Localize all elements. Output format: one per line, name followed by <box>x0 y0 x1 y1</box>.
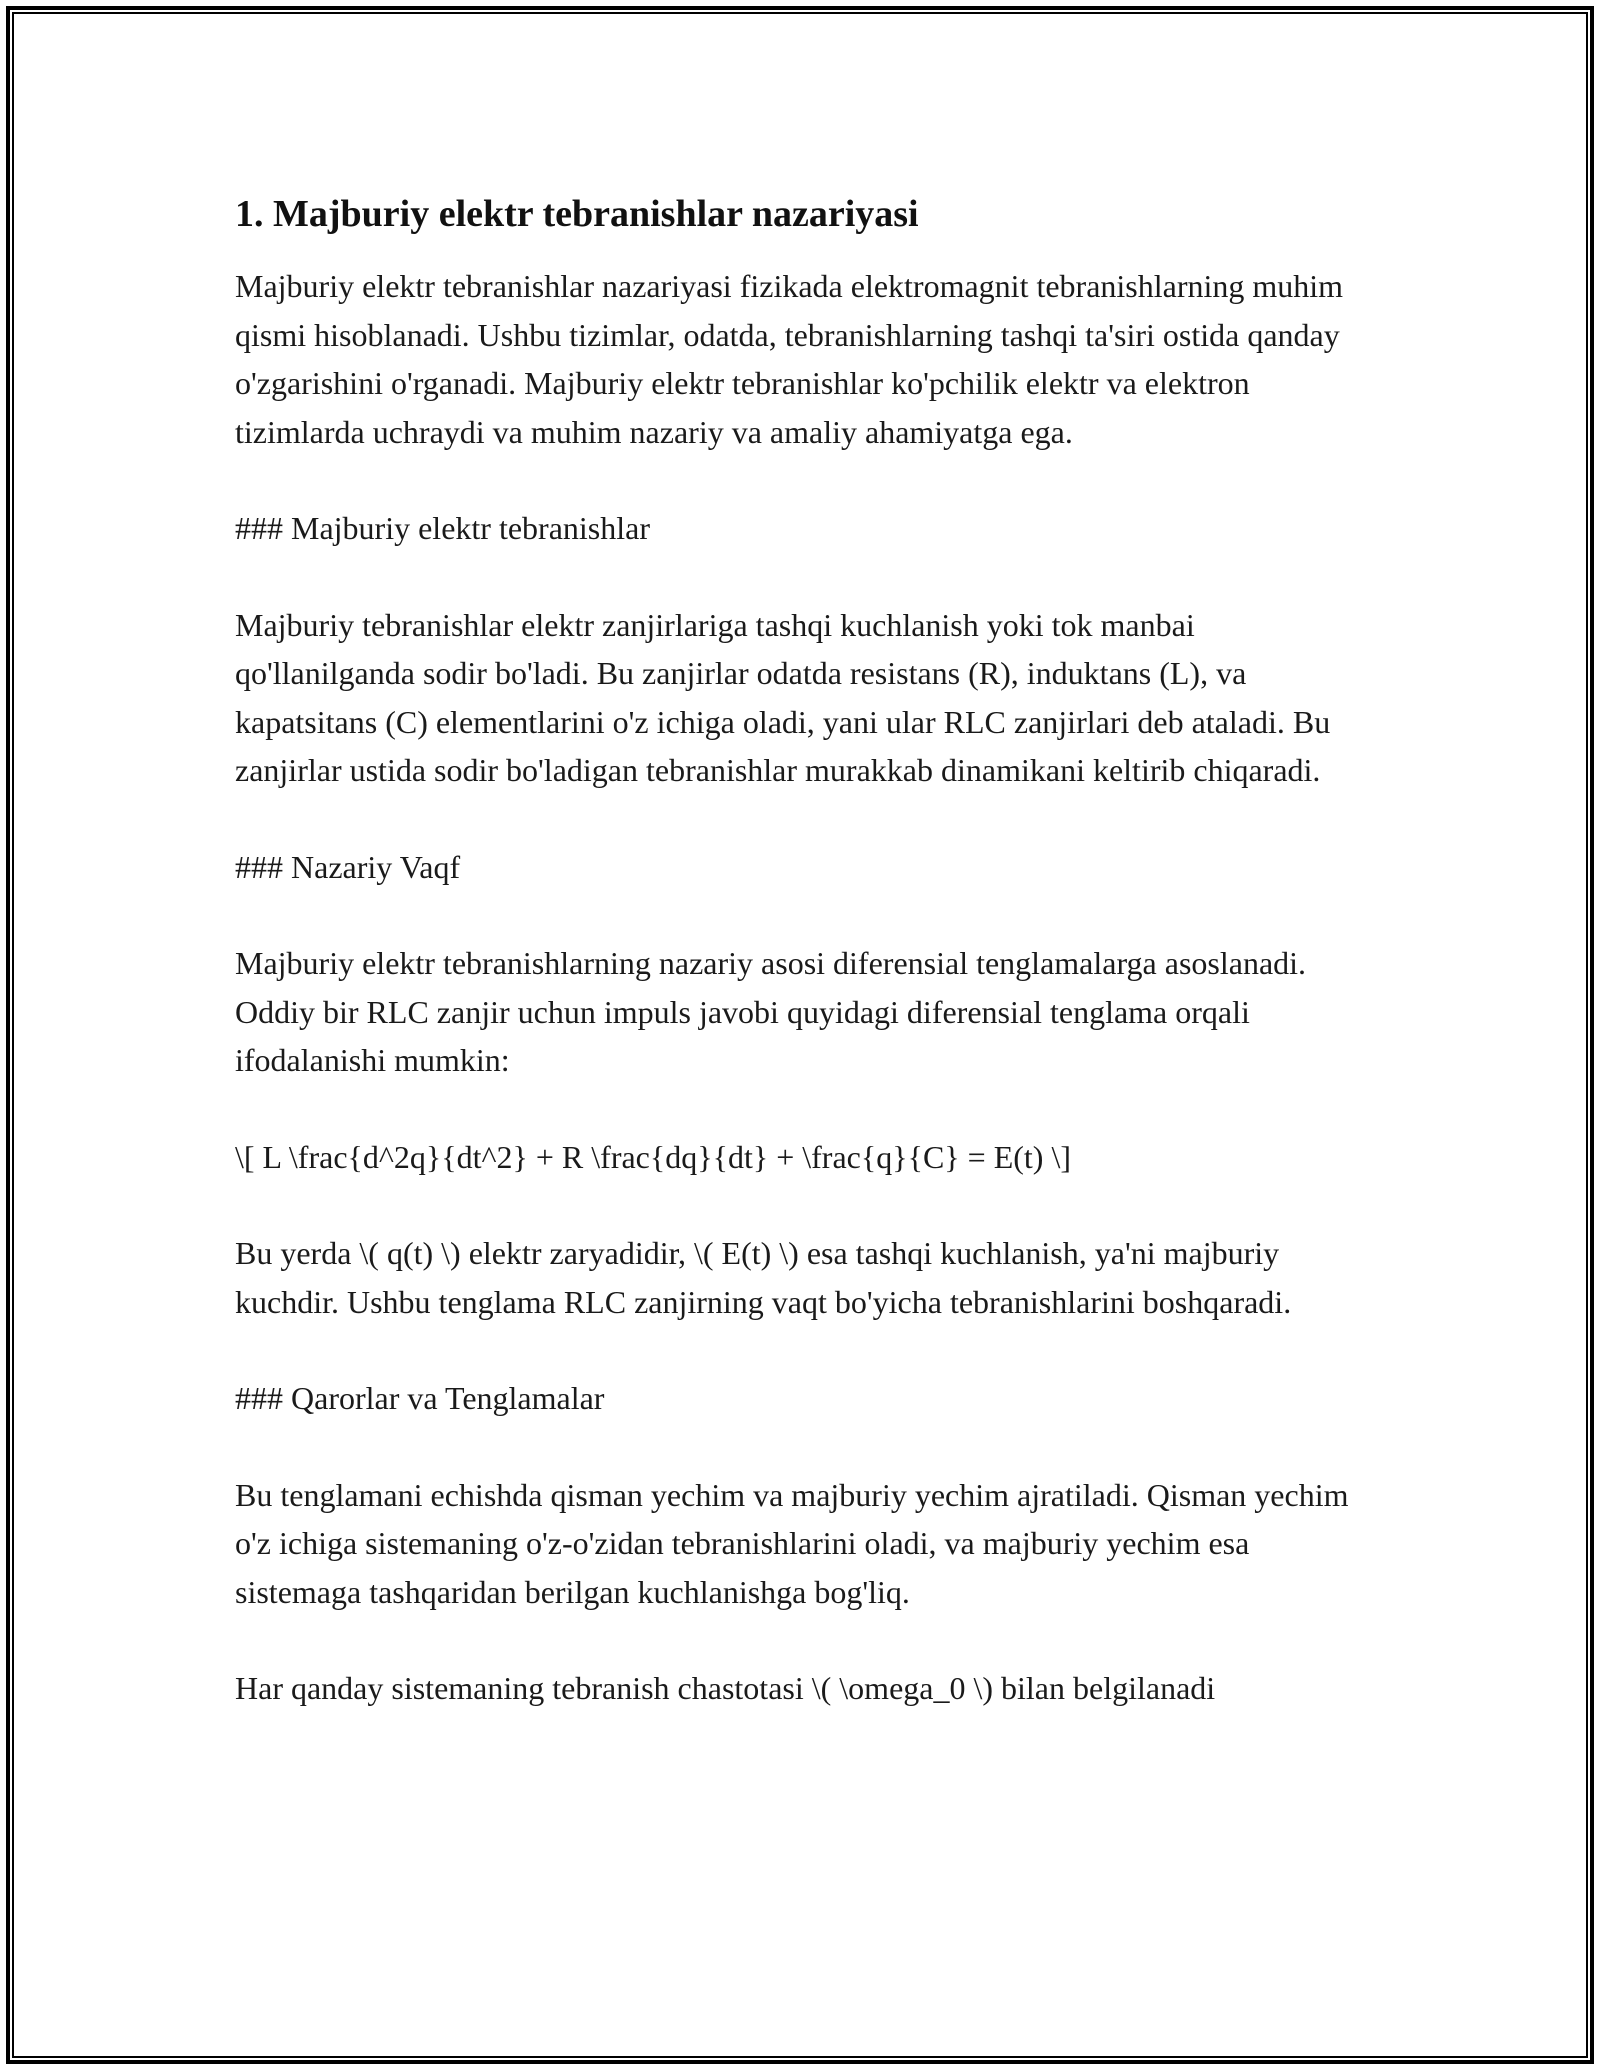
subheading-majburiy-elektr-tebranishlar: ### Majburiy elektr tebranishlar <box>235 510 650 546</box>
subheading-nazariy-vaqf: ### Nazariy Vaqf <box>235 848 461 885</box>
paragraph-frequency: Har qanday sistemaning tebranish chastotasi \( \omega_0 \) bilan belgilanadi <box>235 1670 1216 1706</box>
paragraph-rlc-circuits: Majburiy tebranishlar elektr zanjirlariga tashqi kuchlanish yoki tok manbai qo'llanilganda sodir bo'ladi. Bu zanjirlar odatda resistans (R), induktans (L), va kapatsitans (C) elementlarini o'z ichiga oladi, yani ular RLC zanjirlari deb ataladi. Bu zanjirlar ustida sodir bo'ladigan tebranishlar murakkab dinamikani keltirib chiqaradi. <box>235 606 1331 788</box>
paragraph-intro: Majburiy elektr tebranishlar nazariyasi fizikada elektromagnit tebranishlarning muhim qismi hisoblanadi. Ushbu tizimlar, odatda, tebranishlarning tashqi ta'siri ostida qanday o'zgarishini o'rganadi. Majburiy elektr tebranishlar ko'pchilik elektr va elektron tizimlarda uchraydi va muhim nazariy va amaliy ahamiyatga ega. <box>235 268 1344 450</box>
paragraph-solutions: Bu tenglamani echishda qisman yechim va majburiy yechim ajratiladi. Qisman yechim o'z ichiga sistemaning o'z-o'zidan tebranishlarini oladi, va majburiy yechim esa sistemaga tashqaridan berilgan kuchlanishga bog'liq. <box>235 1476 1349 1610</box>
document-body <box>235 190 1375 1713</box>
subheading-qarorlar-va-tenglamalar: ### Qarorlar va Tenglamalar <box>235 1380 605 1416</box>
document-title: 1. Majburiy elektr tebranishlar nazariyasi <box>235 193 919 235</box>
equation-rlc: \[ L \frac{d^2q}{dt^2} + R \frac{dq}{dt} + \frac{q}{C} = E(t) \] <box>235 1138 1071 1175</box>
paragraph-equation-explanation: Bu yerda \( q(t) \) elektr zaryadidir, \( E(t) \) esa tashqi kuchlanish, ya'ni majburiy kuchdir. Ushbu tenglama RLC zanjirning vaqt bo'yicha tebranishlarini boshqaradi. <box>235 1235 1292 1320</box>
paragraph-differential-equation-intro: Majburiy elektr tebranishlarning nazariy asosi diferensial tenglamalarga asoslanadi. Oddiy bir RLC zanjir uchun impuls javobi quyidagi diferensial tenglama orqali ifodalanishi mumkin: <box>235 945 1307 1078</box>
